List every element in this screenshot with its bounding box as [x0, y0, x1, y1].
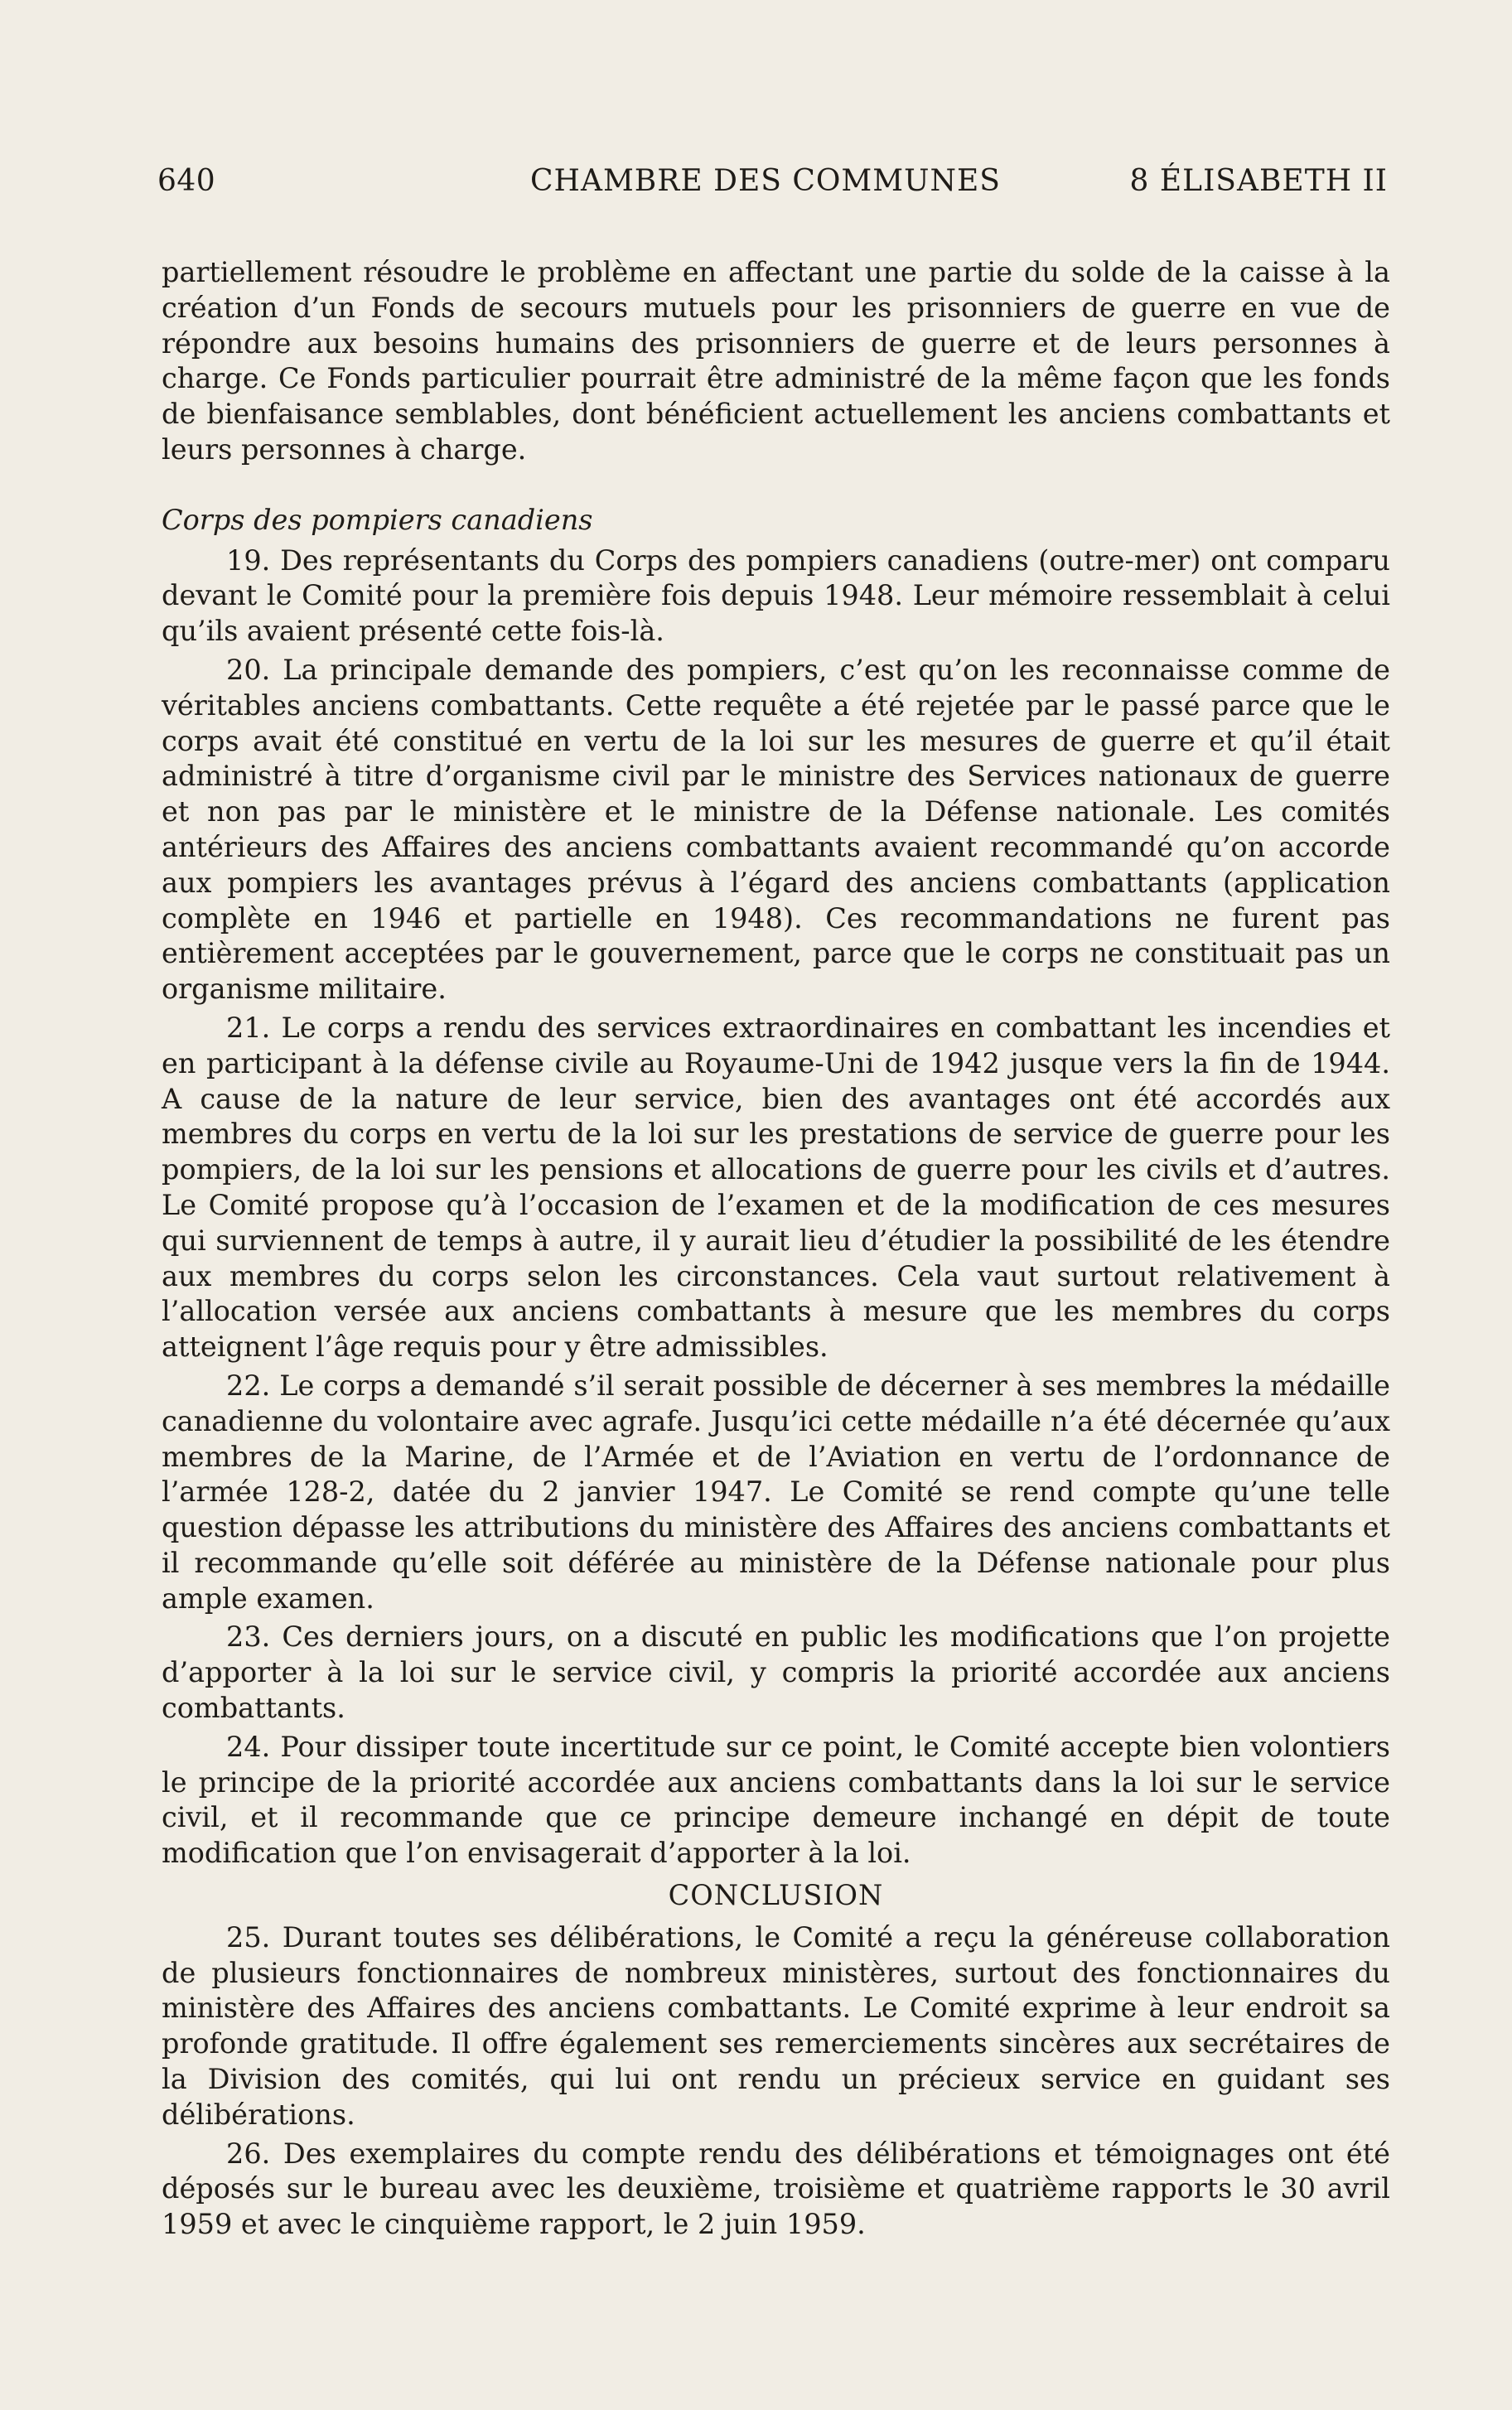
page-header [157, 164, 1388, 205]
paragraph-21: 21. Le corps a rendu des services extraordinaires en combattant les incendies et en participant à la défense civile au Royaume-Uni de 1942 jusque vers la fin de 1944. A cause de la nature de leur service, bien des avantages ont été accordés aux membres du corps en vertu de la loi sur les prestations de service de guerre pour les pompiers, de la loi sur les pensions et allocations de guerre pour les civils et d’autres. Le Comité propose qu’à l’occasion de l’examen et de la modification de ces mesures qui surviennent de temps à autre, il y aurait lieu d’étudier la possibilité de les étendre aux membres du corps selon les circonstances. Cela vaut surtout relativement à l’allocation versée aux anciens combattants à mesure que les membres du corps atteignent l’âge requis pour y être admissibles. [162, 1011, 1390, 1364]
paragraph-20: 20. La principale demande des pompiers, c’est qu’on les reconnaisse comme de véritables anciens combattants. Cette requête a été rejetée par le passé parce que le corps avait été constitué en vertu de la loi sur les mesures de guerre et qu’il était administré à titre d’organisme civil par le ministre des Services nationaux de guerre et non pas par le ministère et le ministre de la Défense nationale. Les comités antérieurs des Affaires des anciens combattants avaient recommandé qu’on accorde aux pompiers les avantages prévus à l’égard des anciens combattants (application complète en 1946 et partielle en 1948). Ces recommandations ne furent pas entièrement acceptées par le gouvernement, parce que le corps ne constituait pas un organisme militaire. [162, 653, 1390, 1006]
conclusion-heading: CONCLUSION [668, 1879, 884, 1912]
session-label: 8 ÉLISABETH II [1129, 164, 1388, 198]
page-body [162, 255, 1390, 2246]
paragraph-23: 23. Ces derniers jours, on a discuté en public les modifications que l’on projette d’apporter à la loi sur le service civil, y compris la priorité accordée aux anciens combattants. [162, 1620, 1390, 1725]
opening-paragraph: partiellement résoudre le problème en affectant une partie du solde de la caisse à la création d’un Fonds de secours mutuels pour les prisonniers de guerre en vue de répondre aux besoins humains des prisonniers de guerre et de leurs personnes à charge. Ce Fonds particulier pourrait être administré de la même façon que les fonds de bienfaisance semblables, dont bénéficient actuellement les anciens combattants et leurs personnes à charge. [162, 256, 1390, 466]
paragraph-26: 26. Des exemplaires du compte rendu des délibérations et témoignages ont été déposés sur le bureau avec les deuxième, troisième et quatrième rapports le 30 avril 1959 et avec le cinquième rapport, le 2 juin 1959. [162, 2137, 1390, 2241]
paragraph-25: 25. Durant toutes ses délibérations, le Comité a reçu la généreuse collaboration de plusieurs fonctionnaires de nombreux ministères, surtout des fonctionnaires du ministère des Affaires des anciens combattants. Le Comité exprime à leur endroit sa profonde gratitude. Il offre également ses remerciements sincères aux secrétaires de la Division des comités, qui lui ont rendu un précieux service en guidant ses délibérations. [162, 1920, 1390, 2131]
running-title: CHAMBRE DES COMMUNES [530, 164, 1001, 198]
paragraph-24: 24. Pour dissiper toute incertitude sur ce point, le Comité accepte bien volontiers le principe de la priorité accordée aux anciens combattants dans la loi sur le service civil, et il recommande que ce principe demeure inchangé en dépit de toute modification que l’on envisagerait d’apporter à la loi. [162, 1730, 1390, 1870]
paragraph-19: 19. Des représentants du Corps des pompiers canadiens (outre-mer) ont comparu devant le Comité pour la première fois depuis 1948. Leur mémoire ressemblait à celui qu’ils avaient présenté cette fois-là. [162, 543, 1390, 648]
section-heading: Corps des pompiers canadiens [162, 503, 593, 536]
paragraph-22: 22. Le corps a demandé s’il serait possible de décerner à ses membres la médaille canadienne du volontaire avec agrafe. Jusqu’ici cette médaille n’a été décernée qu’aux membres de la Marine, de l’Armée et de l’Aviation en vertu de l’ordonnance de l’armée 128-2, datée du 2 janvier 1947. Le Comité se rend compte qu’une telle question dépasse les attributions du ministère des Affaires des anciens combattants et il recommande qu’elle soit déférée au ministère de la Défense nationale pour plus ample examen. [162, 1369, 1390, 1615]
page-number: 640 [157, 164, 216, 198]
